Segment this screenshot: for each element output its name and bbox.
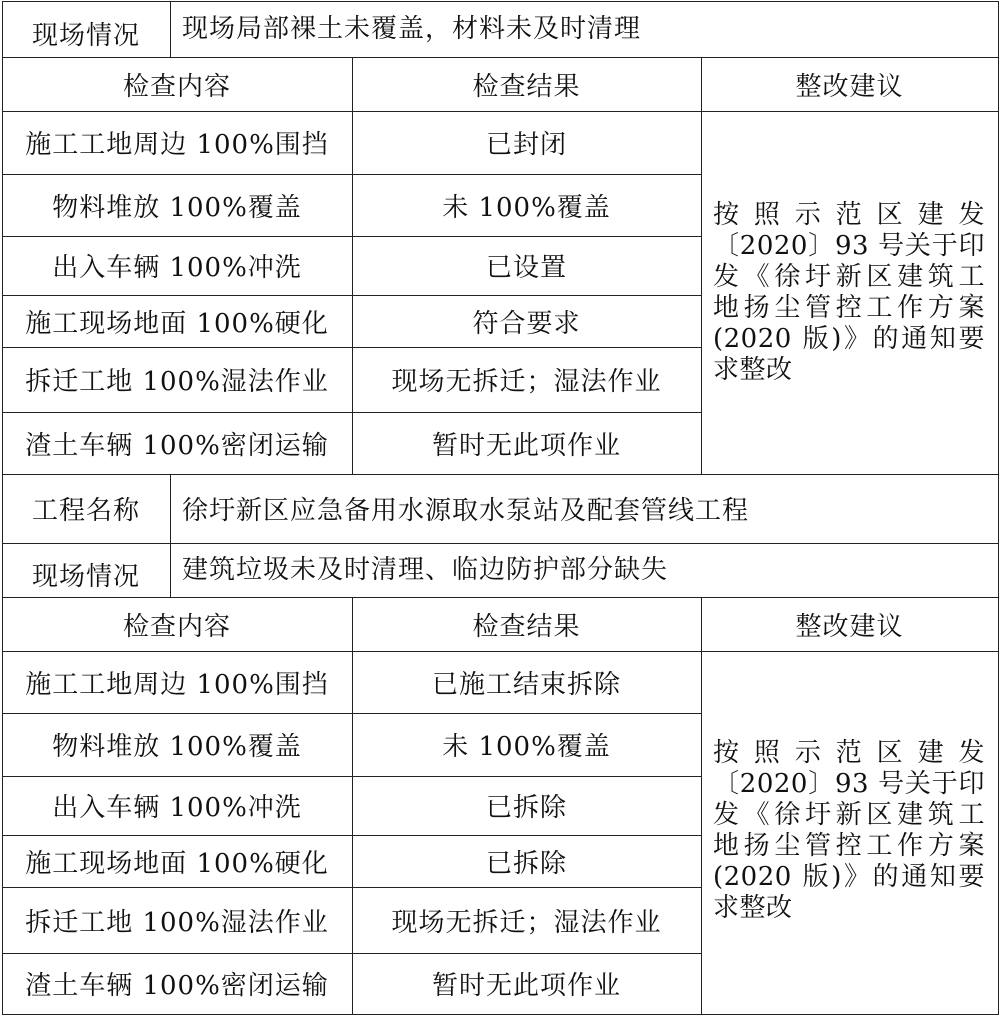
rectification-advice	[713, 722, 985, 940]
check-item: 物料堆放 100%覆盖	[52, 732, 302, 762]
check-result: 现场无拆迁；湿法作业	[391, 907, 662, 938]
check-item: 施工现场地面 100%硬化	[25, 848, 329, 879]
advice-line: 发《徐圩新区建筑工	[713, 800, 985, 830]
check-result: 现场无拆迁；湿法作业	[391, 367, 662, 397]
situation-text: 现场局部裸土未覆盖，材料未及时清理	[182, 13, 642, 44]
header-advice: 整改建议	[795, 71, 904, 102]
project-name: 徐圩新区应急备用水源取水泵站及配套管线工程	[182, 496, 750, 526]
check-result: 已封闭	[485, 130, 567, 160]
check-item: 出入车辆 100%冲洗	[52, 793, 302, 823]
advice-line: (2020 版)》的通知要	[713, 324, 985, 354]
check-result: 未 100%覆盖	[442, 192, 611, 223]
check-result: 未 100%覆盖	[442, 732, 611, 762]
check-item: 施工工地周边 100%围挡	[25, 130, 329, 160]
check-item: 渣土车辆 100%密闭运输	[25, 971, 329, 1001]
check-result: 暂时无此项作业	[431, 971, 621, 1001]
header-content: 检查内容	[122, 71, 231, 102]
advice-line: 求整改	[713, 355, 793, 385]
check-item: 施工现场地面 100%硬化	[25, 308, 329, 339]
advice-line: 发《徐圩新区建筑工	[713, 262, 985, 292]
advice-line: 地扬尘管控工作方案	[713, 293, 985, 323]
situation-label: 现场情况	[31, 20, 140, 51]
situation-label: 现场情况	[31, 561, 140, 592]
advice-line: 〔2020〕93 号关于印	[713, 769, 985, 799]
header-content: 检查内容	[122, 611, 231, 642]
project-label: 工程名称	[31, 496, 140, 526]
situation-text: 建筑垃圾未及时清理、临边防护部分缺失	[182, 554, 669, 585]
check-item: 渣土车辆 100%密闭运输	[25, 430, 329, 461]
check-result: 已拆除	[485, 848, 567, 879]
header-result: 检查结果	[472, 611, 581, 642]
check-item: 物料堆放 100%覆盖	[52, 192, 302, 223]
advice-line: 按照示范区建发	[713, 200, 985, 230]
rectification-advice	[713, 184, 985, 402]
check-result: 已施工结束拆除	[431, 669, 621, 700]
check-result: 暂时无此项作业	[431, 430, 621, 461]
advice-line: 按照示范区建发	[713, 738, 985, 768]
check-item: 拆迁工地 100%湿法作业	[25, 367, 329, 397]
check-item: 出入车辆 100%冲洗	[52, 253, 302, 283]
advice-line: 求整改	[713, 893, 793, 923]
advice-line: 〔2020〕93 号关于印	[713, 231, 985, 261]
advice-line: (2020 版)》的通知要	[713, 862, 985, 892]
check-result: 已拆除	[485, 793, 567, 823]
check-item: 拆迁工地 100%湿法作业	[25, 907, 329, 938]
check-result: 已设置	[485, 253, 567, 283]
header-advice: 整改建议	[795, 611, 904, 642]
header-result: 检查结果	[472, 71, 581, 102]
check-result: 符合要求	[472, 308, 581, 339]
advice-line: 地扬尘管控工作方案	[713, 831, 985, 861]
check-item: 施工工地周边 100%围挡	[25, 669, 329, 700]
